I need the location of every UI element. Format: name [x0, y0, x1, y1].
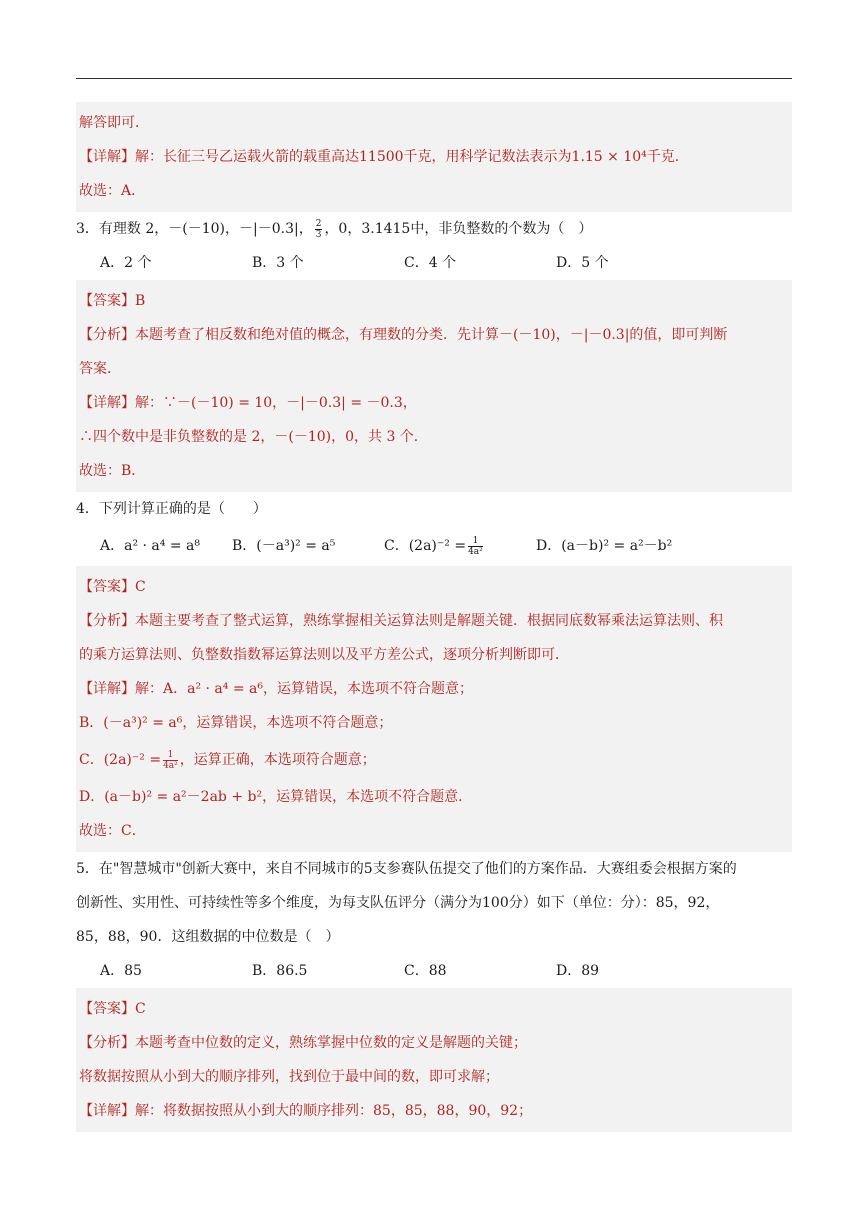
fraction: [315, 219, 323, 240]
detail-c-text: C．(2a)⁻² =: [79, 752, 162, 768]
solution-block-q5: [76, 988, 792, 1132]
stem-part: ，0，3.1415中，非负整数的个数为（ ）: [324, 221, 593, 237]
question-stem: 5．在"智慧城市"创新大赛中，来自不同城市的5支参赛队伍提交了他们的方案作品．大赛组委会根据方案的: [76, 861, 737, 877]
detail-d: D．(a－b)² = a²－2ab + b²，运算错误，本选项不符合题意．: [79, 789, 473, 805]
option-d: D．89: [556, 963, 600, 979]
solution-detail: 【详解】解：长征三号乙运载火箭的载重高达11500千克，用科学记数法表示为1.15 × 10⁴千克．: [79, 149, 689, 165]
fraction-numerator: 2: [315, 218, 322, 229]
options-row: [76, 954, 792, 988]
fraction-numerator: 1: [468, 536, 483, 547]
solution-choice: 故选：B．: [79, 463, 146, 479]
analysis: 【分析】本题主要考查了整式运算，熟练掌握相关运算法则是解题关键．根据同底数幂乘法运算法则、积: [79, 613, 723, 629]
fraction-denominator: 3: [315, 229, 322, 240]
analysis: 【分析】本题考查了相反数和绝对值的概念，有理数的分类．先计算－(－10)，－|－0.3|的值，即可判断: [79, 327, 728, 343]
option-d: D．(a－b)² = a²－b²: [536, 538, 673, 554]
option-b: B．(－a³)² = a⁵: [232, 538, 336, 554]
detail: 【详解】解：∵－(－10) = 10，－|－0.3| = －0.3，: [79, 395, 417, 411]
solution-text: 解答即可．: [79, 115, 149, 131]
question-stem-cont: 创新性、实用性、可持续性等多个维度，为每支队伍评分（满分为100分）如下（单位：分）：85，92，: [76, 895, 720, 911]
option-b: B．86.5: [252, 963, 308, 979]
solution-block-q4: [76, 566, 792, 852]
option-a: A．a² · a⁴ = a⁸: [100, 538, 200, 554]
fraction: [468, 536, 483, 557]
question-4: [76, 492, 792, 566]
question-3: [76, 212, 792, 280]
fraction-numerator: 1: [163, 750, 178, 761]
header-rule: [76, 78, 792, 79]
option-c: [384, 526, 536, 566]
analysis-cont: 答案．: [79, 361, 121, 377]
option-a: A．85: [100, 963, 142, 979]
detail-a: 【详解】解：A．a² · a⁴ = a⁶，运算错误，本选项不符合题意；: [79, 681, 473, 697]
solution-choice: 故选：C．: [79, 823, 146, 839]
answer: 【答案】C: [79, 579, 146, 595]
fraction-denominator: 4a²: [468, 546, 483, 557]
detail-c-text: ，运算正确，本选项符合题意；: [179, 752, 376, 768]
analysis: 【分析】本题考查中位数的定义，熟练掌握中位数的定义是解题的关键；: [79, 1035, 527, 1051]
question-stem-cont: 85，88，90．这组数据的中位数是（ ）: [76, 929, 340, 945]
detail-b: B．(－a³)² = a⁶，运算错误，本选项不符合题意；: [79, 715, 393, 731]
stem-part: 3．有理数 2，－(－10)，－|－0.3|，: [76, 221, 313, 237]
analysis-cont: 的乘方运算法则、负整数指数幂运算法则以及平方差公式，逐项分析判断即可．: [79, 647, 569, 663]
option-c-text: C．(2a)⁻² =: [384, 538, 467, 554]
analysis-cont: 将数据按照从小到大的顺序排列，找到位于最中间的数，即可求解；: [79, 1069, 499, 1085]
solution-block-q3: [76, 280, 792, 492]
answer: 【答案】B: [79, 293, 146, 309]
options-row: [76, 526, 792, 566]
question-5: [76, 852, 792, 988]
answer: 【答案】C: [79, 1001, 146, 1017]
detail-cont: ∴四个数中是非负整数的是 2，－(－10)，0，共 3 个．: [79, 429, 428, 445]
option-b: B．3 个: [252, 255, 304, 271]
fraction-denominator: 4a²: [163, 760, 178, 771]
detail-c: [79, 740, 788, 780]
solution-block-q2: [76, 102, 792, 212]
page-content: [76, 102, 792, 1132]
detail: 【详解】解：将数据按照从小到大的顺序排列：85，85，88，90，92；: [79, 1103, 533, 1119]
option-a: A．2 个: [100, 255, 152, 271]
options-row: [76, 246, 792, 280]
fraction: [163, 750, 178, 771]
option-c: C．88: [404, 963, 447, 979]
solution-choice: 故选：A．: [79, 183, 146, 199]
option-d: D．5 个: [556, 255, 609, 271]
question-stem: [76, 212, 792, 246]
question-stem: 4．下列计算正确的是（ ）: [76, 501, 267, 517]
option-c: C．4 个: [404, 255, 457, 271]
